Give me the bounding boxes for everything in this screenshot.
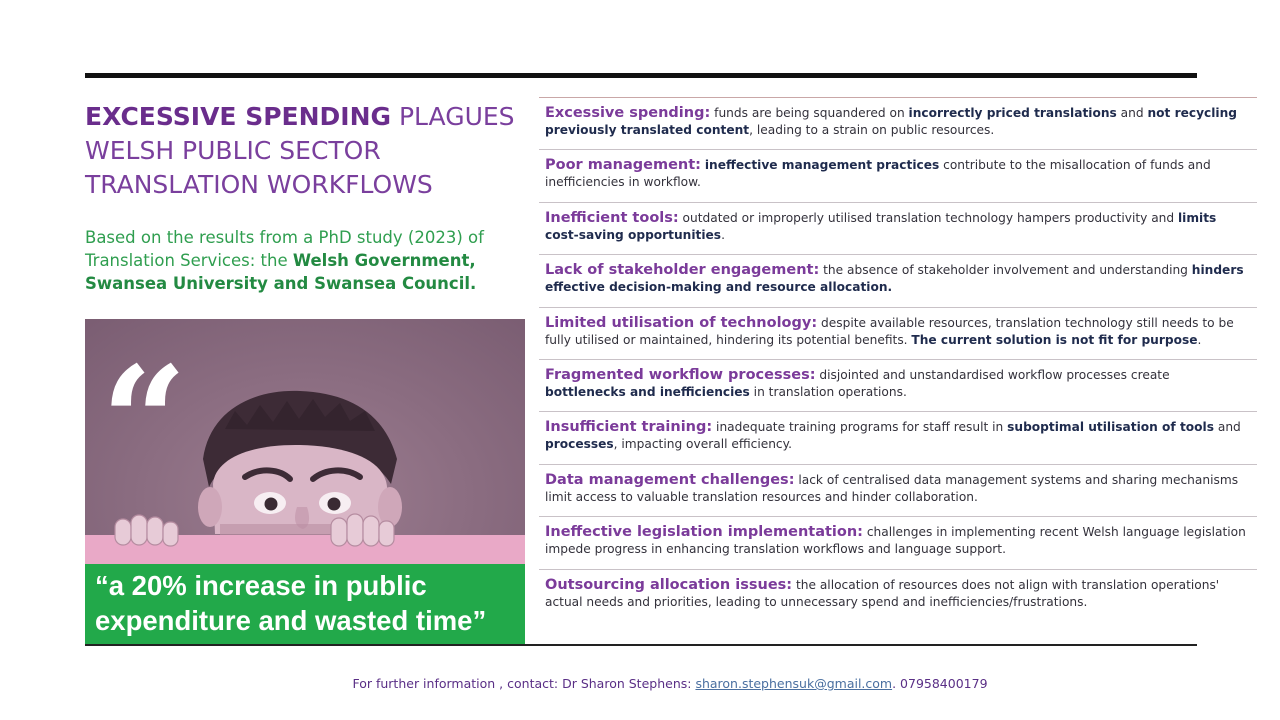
finding-item bbox=[539, 307, 1257, 359]
finding-bold: hinders effective decision-making and resource allocation. bbox=[545, 263, 1244, 295]
finding-text: lack of centralised data management systems and sharing mechanisms limit access to valuable translation resources and hinder collaboration. bbox=[545, 472, 1239, 504]
finding-text: disjointed and unstandardised workflow processes create bbox=[815, 367, 1170, 382]
finding-text: , leading to a strain on public resources. bbox=[749, 123, 995, 137]
footer-separator: . bbox=[892, 676, 901, 691]
quote-line1: “a 20% increase in public bbox=[95, 570, 427, 601]
finding-text: the absence of stakeholder involvement and understanding bbox=[819, 263, 1192, 278]
finding-bold: incorrectly priced translations bbox=[908, 106, 1117, 120]
intro-strong: Welsh Government, Swansea University and Swansea Council. bbox=[85, 251, 477, 293]
finding-bold: bottlenecks and inefficiencies bbox=[545, 384, 750, 399]
quote-line2: expenditure and wasted time” bbox=[95, 605, 487, 636]
footer-contact bbox=[0, 676, 1280, 691]
finding-text: challenges in implementing recent Welsh language legislation impede progress in enhancing translation workflows and language support. bbox=[545, 525, 1246, 557]
finding-item bbox=[539, 569, 1257, 621]
contact-email-link[interactable]: sharon.stephensuk@gmail.com bbox=[695, 676, 893, 691]
footer-prefix: For further information , contact: Dr Sharon Stephens: bbox=[352, 676, 696, 691]
finding-bold: not recycling previously translated content bbox=[545, 106, 1238, 137]
title-line3: TRANSLATION WORKFLOWS bbox=[85, 170, 433, 199]
finding-item bbox=[539, 254, 1257, 306]
finding-label: Insufficient training: bbox=[545, 419, 713, 436]
finding-label: Ineffective legislation implementation: bbox=[545, 524, 863, 541]
finding-label: Outsourcing allocation issues: bbox=[545, 576, 793, 593]
quotation-mark-icon: “ bbox=[101, 334, 188, 510]
finding-text: outdated or improperly utilised translation technology hampers productivity and bbox=[678, 210, 1178, 225]
finding-label: Fragmented workflow processes: bbox=[545, 366, 816, 383]
finding-item bbox=[539, 202, 1257, 254]
finding-item bbox=[539, 359, 1257, 411]
page-title bbox=[85, 100, 525, 202]
finding-label: Data management challenges: bbox=[545, 471, 795, 488]
intro-plain: Based on the results from a PhD study (2023) of Translation Services: the bbox=[85, 228, 484, 270]
finding-item bbox=[539, 97, 1257, 149]
finding-text: , impacting overall efficiency. bbox=[613, 437, 792, 452]
quote-banner bbox=[85, 564, 525, 645]
finding-bold: ineffective management practices bbox=[704, 158, 940, 173]
finding-text: despite available resources, translation technology still needs to be fully utilised or maintained, hindering its potential benefits. bbox=[545, 315, 1234, 347]
finding-text: inadequate training programs for staff result in bbox=[712, 420, 1008, 435]
title-line2: WELSH PUBLIC SECTOR bbox=[85, 136, 381, 165]
finding-item bbox=[539, 516, 1257, 568]
findings-list bbox=[539, 97, 1257, 621]
finding-text: contribute to the misallocation of funds and inefficiencies in workflow. bbox=[545, 158, 1211, 190]
finding-label: Poor management: bbox=[545, 157, 701, 174]
finding-text: and bbox=[1116, 106, 1148, 120]
finding-item bbox=[539, 464, 1257, 516]
quote-panel bbox=[85, 319, 525, 645]
finding-text: funds are being squandered on bbox=[710, 106, 909, 120]
finding-text: . bbox=[1197, 332, 1202, 347]
title-strong: EXCESSIVE SPENDING bbox=[85, 102, 392, 131]
finding-bold: suboptimal utilisation of tools bbox=[1007, 420, 1214, 435]
finding-text: . bbox=[721, 227, 725, 242]
finding-label: Inefficient tools: bbox=[545, 209, 679, 226]
finding-bold: limits cost-saving opportunities bbox=[545, 210, 1217, 242]
finding-item bbox=[539, 149, 1257, 201]
contact-phone: 07958400179 bbox=[900, 676, 988, 691]
top-rule bbox=[85, 73, 1197, 78]
finding-label: Lack of stakeholder engagement: bbox=[545, 262, 820, 279]
finding-text: the allocation of resources does not align with translation operations' actual needs and priorities, leading to unnecessary spend and inefficiencies/frustrations. bbox=[545, 577, 1220, 609]
intro-text bbox=[85, 226, 525, 295]
bottom-rule bbox=[85, 644, 1197, 646]
title-rest: PLAGUES bbox=[391, 102, 515, 131]
finding-label: Excessive spending: bbox=[545, 105, 711, 121]
finding-text: and bbox=[1213, 420, 1241, 435]
finding-bold: processes bbox=[545, 437, 614, 452]
finding-label: Limited utilisation of technology: bbox=[545, 314, 818, 331]
finding-bold: The current solution is not fit for purpose bbox=[911, 332, 1198, 347]
finding-text: in translation operations. bbox=[749, 384, 907, 399]
finding-item bbox=[539, 411, 1257, 463]
